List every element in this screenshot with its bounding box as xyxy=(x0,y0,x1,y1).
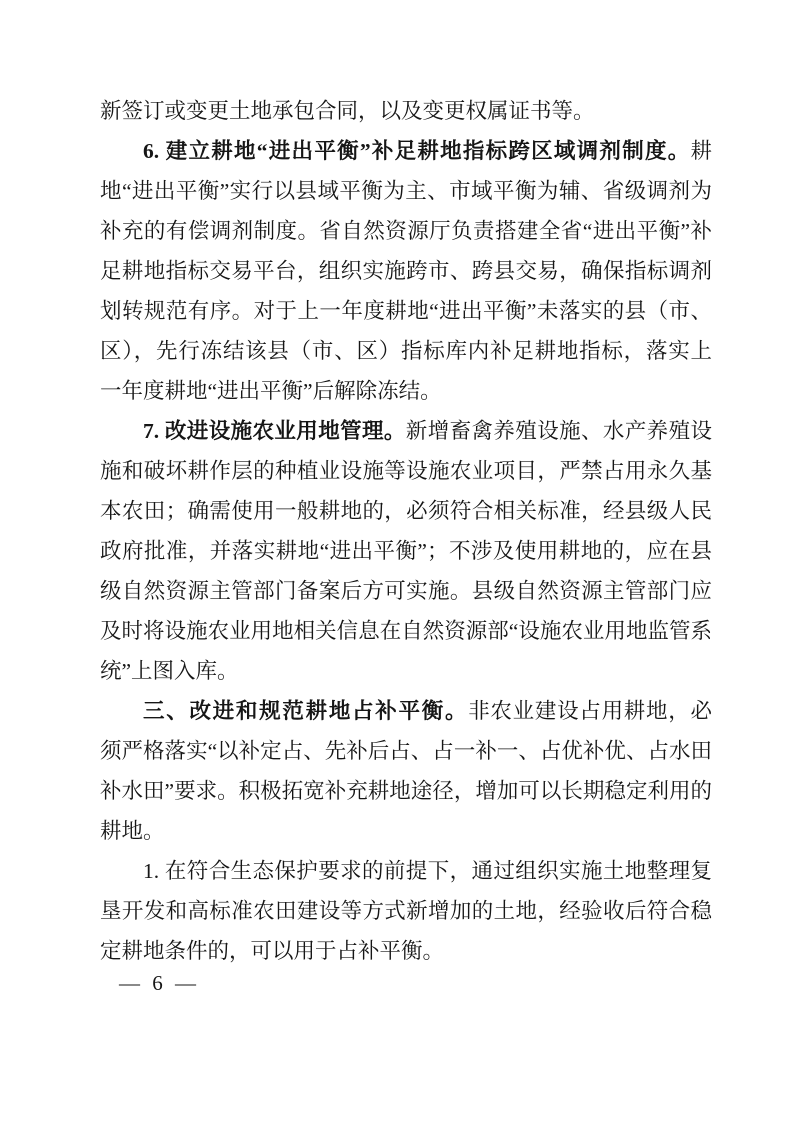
text-run: 新增畜禽养殖设施、水产养殖设施和破坏耕作层的种植业设施等设施农业项目，严禁占用永久基本农田；确需使用一般耕地的，必须符合相关标准，经县级人民政府批准，并落实耕地“进出平衡”；不涉及使用耕地的，应在县级自然资源主管部门备案后方可实施。县级自然资源主管部门应及时将设施农业用地相关信息在自然资源部“设施农业用地监管系统”上图入库。 xyxy=(100,419,712,683)
document-body xyxy=(100,91,712,971)
heading-run: 6. 建立耕地“进出平衡”补足耕地指标跨区域调剂制度。 xyxy=(143,139,691,163)
text-run: 1. 在符合生态保护要求的前提下，通过组织实施土地整理复垦开发和高标准农田建设等方式新增加的土地，经验收后符合稳定耕地条件的，可以用于占补平衡。 xyxy=(100,859,712,963)
heading-run: 7. 改进设施农业用地管理。 xyxy=(143,419,406,443)
text-run: 非农业建设占用耕地，必须严格落实“以补定占、先补后占、占一补一、占优补优、占水田补水田”要求。积极拓宽补充耕地途径，增加可以长期稳定利用的耕地。 xyxy=(100,699,712,843)
paragraph xyxy=(100,691,712,851)
heading-run: 三、改进和规范耕地占补平衡。 xyxy=(143,699,469,723)
text-run: 新签订或变更土地承包合同，以及变更权属证书等。 xyxy=(100,99,595,123)
paragraph xyxy=(100,851,712,971)
paragraph xyxy=(100,131,712,411)
paragraph xyxy=(100,411,712,691)
page-number: — 6 — xyxy=(119,971,196,995)
text-run: 耕地“进出平衡”实行以县域平衡为主、市域平衡为辅、省级调剂为补充的有偿调剂制度。省自然资源厅负责搭建全省“进出平衡”补足耕地指标交易平台，组织实施跨市、跨县交易，确保指标调剂划转规范有序。对于上一年度耕地“进出平衡”未落实的县（市、区），先行冻结该县（市、区）指标库内补足耕地指标，落实上一年度耕地“进出平衡”后解除冻结。 xyxy=(100,139,712,403)
paragraph xyxy=(100,91,712,131)
